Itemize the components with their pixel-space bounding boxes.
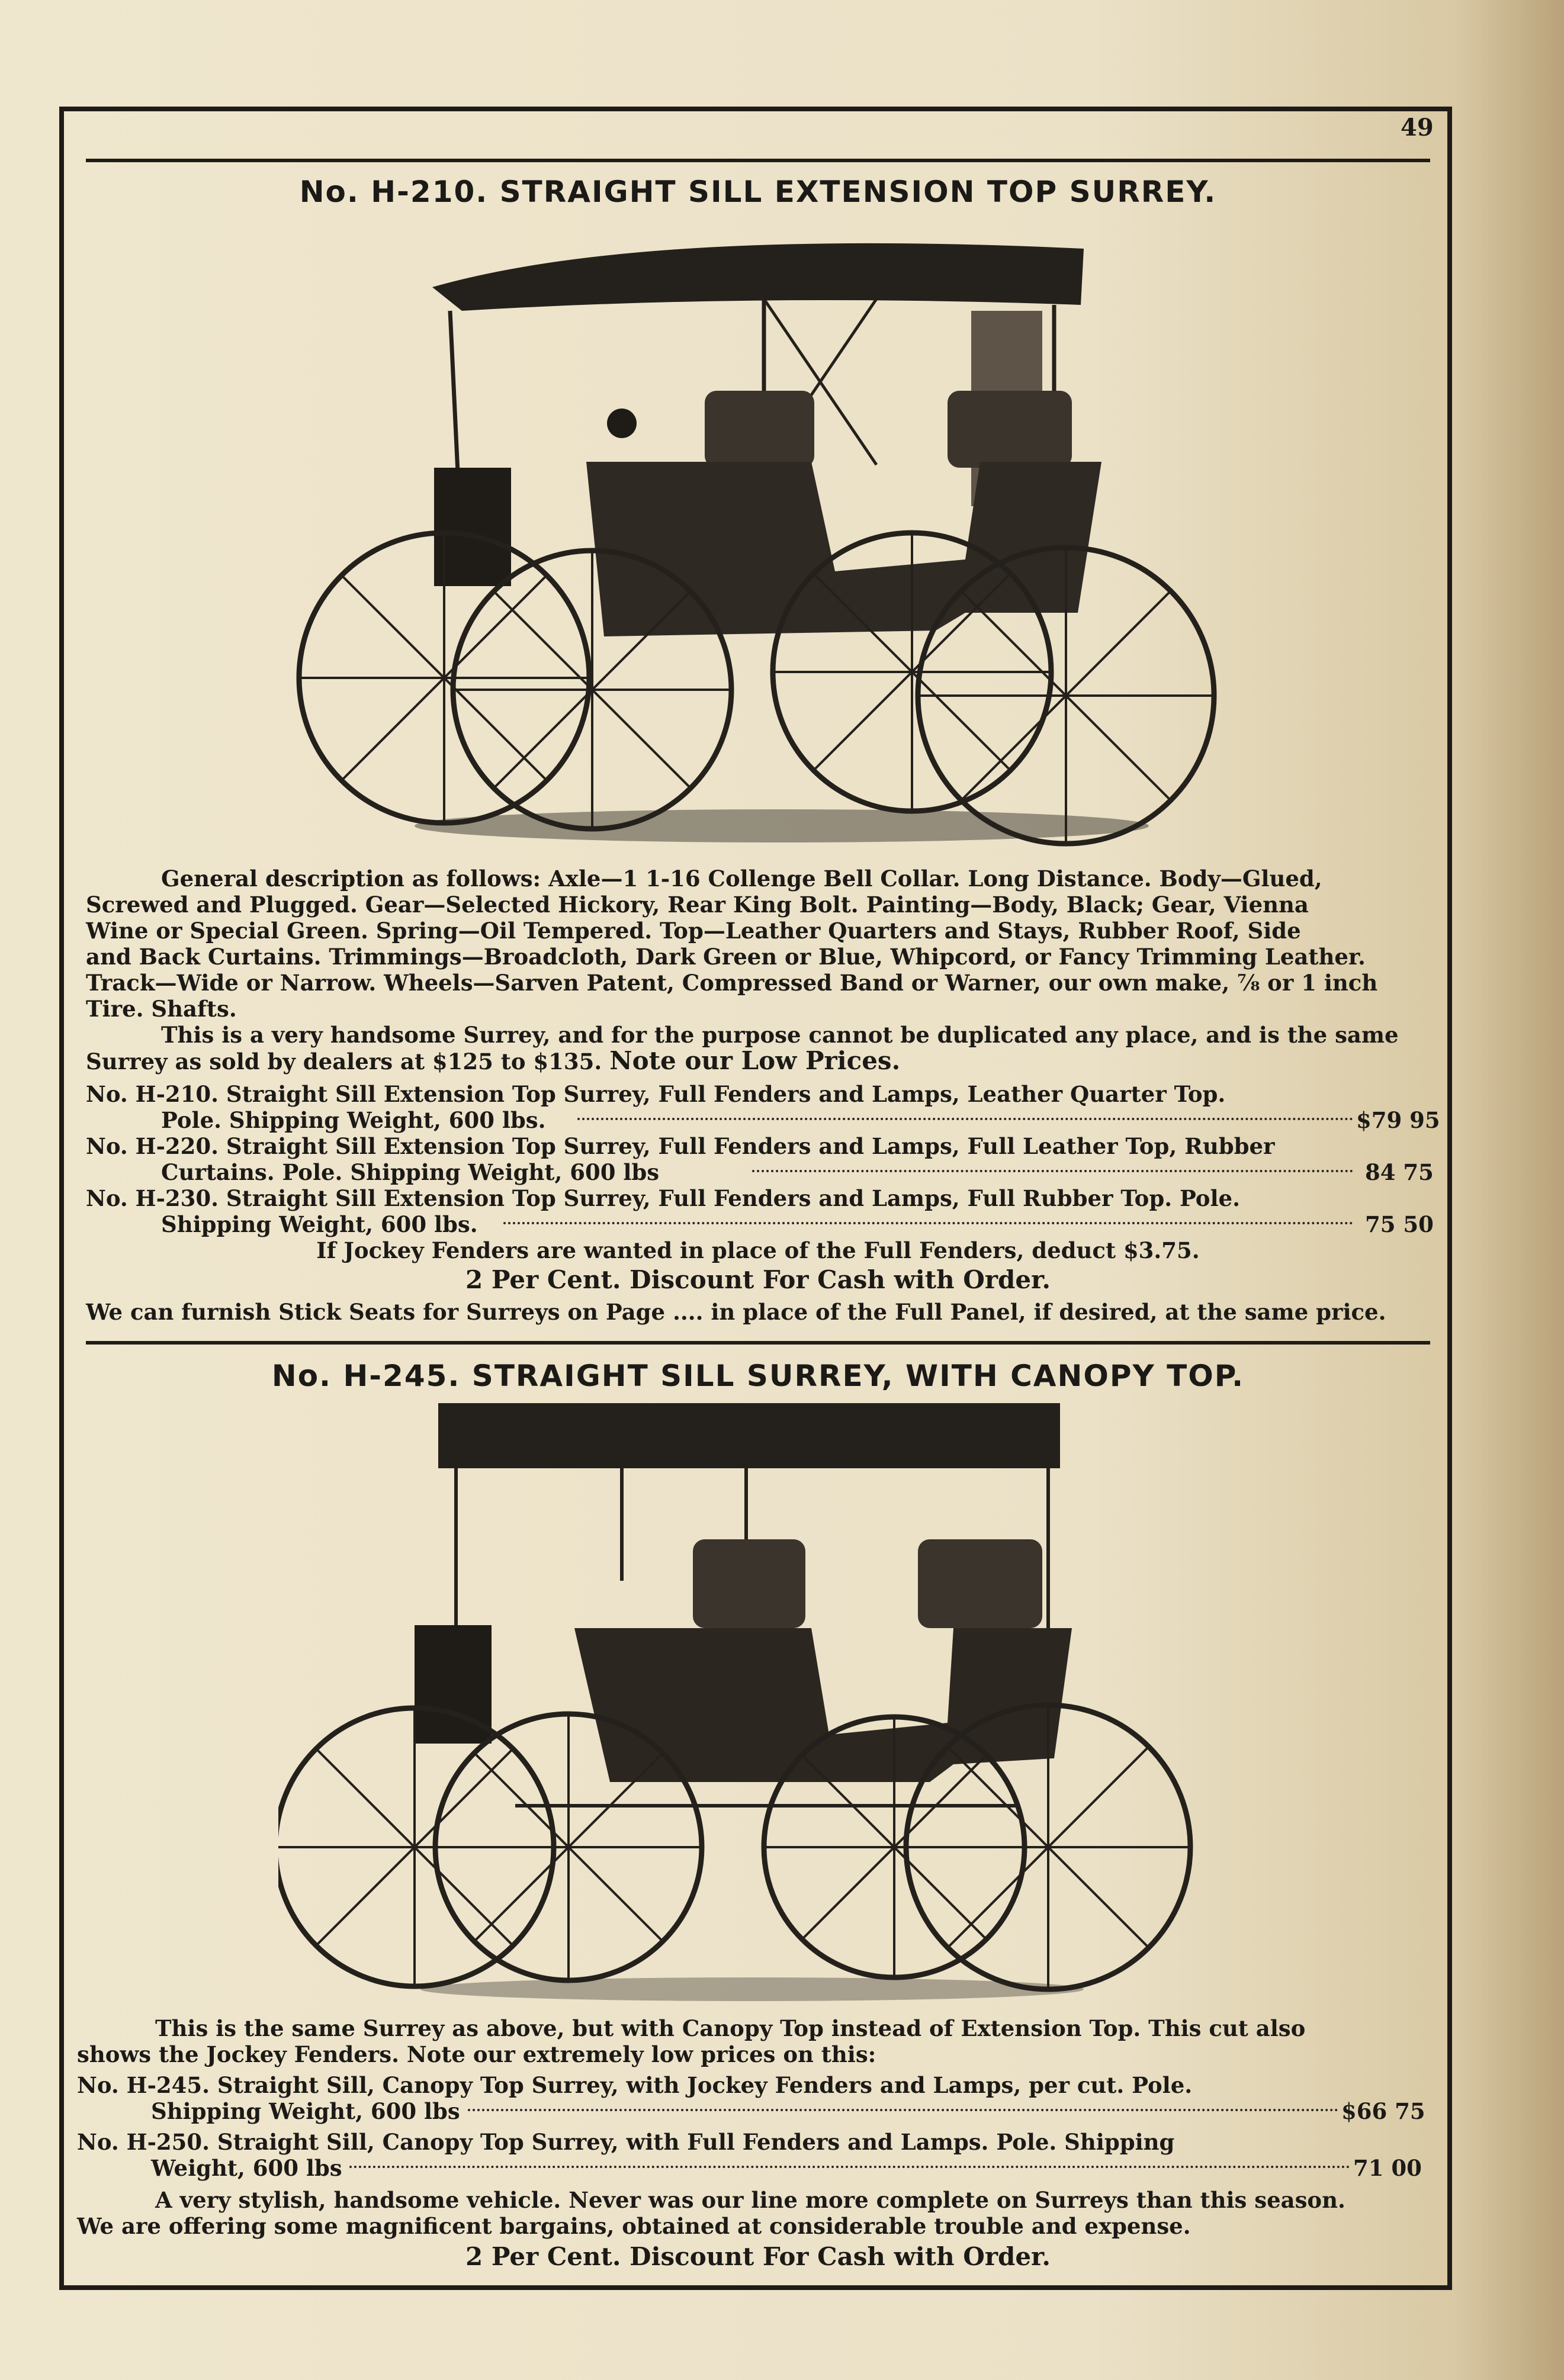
description-line: Track—Wide or Narrow. Wheels—Sarven Patent, Compressed Band or Warner, our own make, ⅞ or 1 inch [86, 970, 1378, 996]
section1-heading: No. H-210. STRAIGHT SILL EXTENSION TOP SURREY. [299, 175, 1217, 209]
item-price: 84 75 [1365, 1159, 1434, 1185]
cash-discount-note: 2 Per Cent. Discount For Cash with Order. [465, 1265, 1051, 1294]
leader-dots [577, 1118, 1353, 1120]
dealer-price-note: Surrey as sold by dealers at $125 to $135. [86, 1049, 602, 1075]
item-line: No. H-230. Straight Sill Extension Top Surrey, Full Fenders and Lamps, Full Rubber Top. Pole. [86, 1185, 1240, 1211]
leader-dots [503, 1222, 1353, 1224]
description-line: Screwed and Plugged. Gear—Selected Hickory, Rear King Bolt. Painting—Body, Black; Gear, Vienna [86, 892, 1309, 918]
low-prices-note: Note our Low Prices. [609, 1046, 901, 1075]
item-price: $66 75 [1341, 2098, 1425, 2124]
description-line: Wine or Special Green. Spring—Oil Tempered. Top—Leather Quarters and Stays, Rubber Roof, Side [86, 918, 1301, 944]
item-line: No. H-220. Straight Sill Extension Top Surrey, Full Fenders and Lamps, Full Leather Top, Rubber [86, 1133, 1275, 1159]
item-line: No. H-245. Straight Sill, Canopy Top Surrey, with Jockey Fenders and Lamps, per cut. Pole. [77, 2072, 1193, 2098]
item-line: Weight, 600 lbs [151, 2155, 342, 2181]
top-rule [86, 159, 1430, 162]
intro-line: This is the same Surrey as above, but with Canopy Top instead of Extension Top. This cut also [155, 2015, 1306, 2041]
stick-seats-note: We can furnish Stick Seats for Surreys on Page .... in place of the Full Panel, if desired, at the same price. [86, 1299, 1386, 1325]
description-line: Tire. Shafts. [86, 996, 237, 1022]
closing-line: A very stylish, handsome vehicle. Never was our line more complete on Surreys than this season. [155, 2187, 1345, 2213]
description-line: General description as follows: Axle—1 1-16 Collenge Bell Collar. Long Distance. Body—Glued, [161, 866, 1322, 892]
description-line: and Back Curtains. Trimmings—Broadcloth, Dark Green or Blue, Whipcord, or Fancy Trimming Leather. [86, 944, 1366, 970]
item-price: $79 95 [1356, 1107, 1440, 1133]
section2-heading: No. H-245. STRAIGHT SILL SURREY, WITH CANOPY TOP. [271, 1359, 1245, 1393]
item-line: Shipping Weight, 600 lbs. [161, 1211, 478, 1237]
section-divider [86, 1341, 1430, 1345]
intro-line: shows the Jockey Fenders. Note our extremely low prices on this: [77, 2041, 876, 2067]
leader-dots [349, 2166, 1350, 2168]
jockey-fender-note: If Jockey Fenders are wanted in place of the Full Fenders, deduct $3.75. [316, 1237, 1200, 1263]
item-line: Shipping Weight, 600 lbs [151, 2098, 460, 2124]
page-number: 49 [1401, 114, 1434, 141]
item-line: Curtains. Pole. Shipping Weight, 600 lbs [161, 1159, 660, 1185]
leader-dots [752, 1170, 1353, 1172]
item-price: 75 50 [1365, 1211, 1434, 1237]
note-line: This is a very handsome Surrey, and for the purpose cannot be duplicated any place, and is the same [161, 1022, 1399, 1048]
item-price: 71 00 [1353, 2155, 1422, 2181]
surrey-extension-top-illustration [284, 228, 1255, 867]
item-line: No. H-210. Straight Sill Extension Top Surrey, Full Fenders and Lamps, Leather Quarter Top. [86, 1081, 1226, 1107]
leader-dots [468, 2109, 1338, 2111]
closing-line: We are offering some magnificent bargains, obtained at considerable trouble and expense. [77, 2213, 1191, 2239]
surrey-canopy-top-illustration [278, 1403, 1226, 2013]
cash-discount-note: 2 Per Cent. Discount For Cash with Order. [465, 2242, 1051, 2271]
note-line [86, 1048, 900, 1075]
item-line: Pole. Shipping Weight, 600 lbs. [161, 1107, 546, 1133]
item-line: No. H-250. Straight Sill, Canopy Top Surrey, with Full Fenders and Lamps. Pole. Shipping [77, 2129, 1175, 2155]
